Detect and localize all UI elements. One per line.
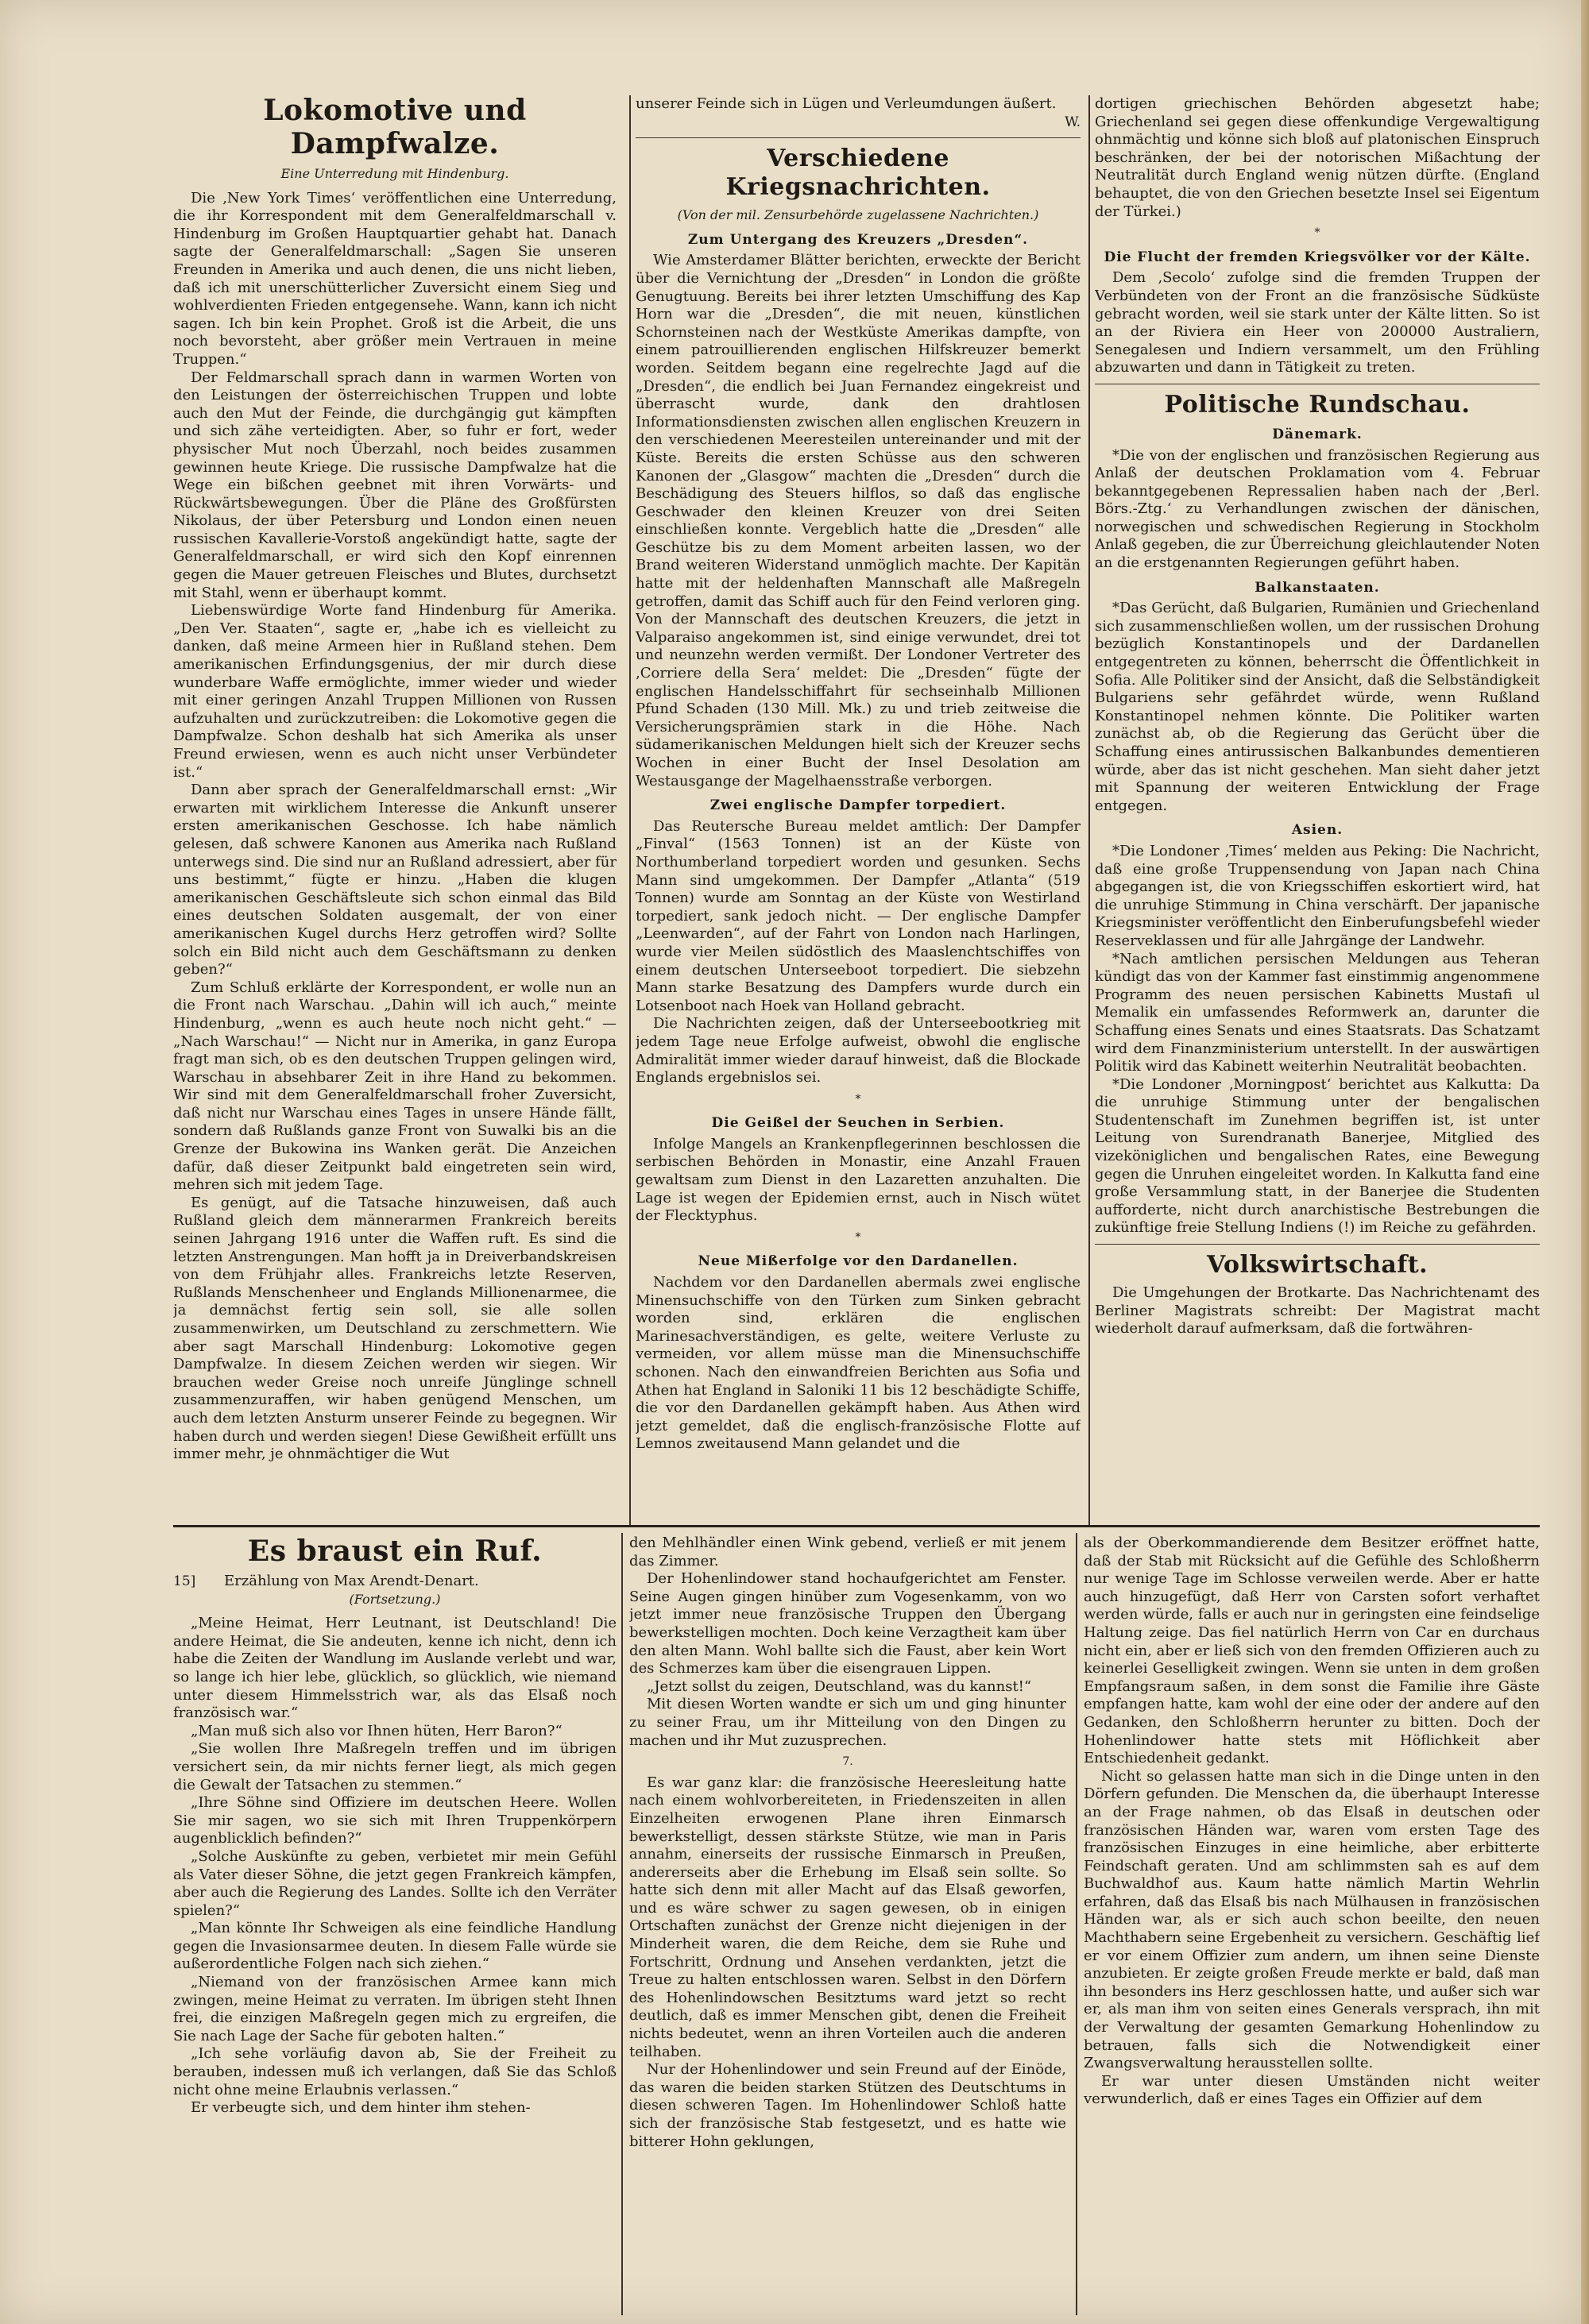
article-title-lokomotive: Lokomotive und Dampfwalze. [263, 94, 527, 160]
column-rule [621, 1533, 623, 2315]
paragraph: Liebenswürdige Worte fand Hindenburg für Amerika. „Den Ver. Staaten“, sagte er, „habe ich es vielleicht zu danken, daß meine Armeen hier in Rußland stehen. Dem amerikanischen Erfindungsgenius, der mir durch diese wunderbare Waffe ermöglichte, immer wieder und wieder mit einer geringen Anzahl Truppen Millionen von Russen aufzuhalten und zurückzutreiben: die Lokomotive gegen die Dampfwalze. Schon deshalb hat sich Amerika als unser Freund erwiesen, wenn es auch nicht unser Verbündeter ist.“ [173, 602, 617, 781]
column-3 [1095, 95, 1540, 1523]
divider [1095, 1244, 1540, 1245]
paragraph: Er verbeugte sich, und dem hinter ihm stehen- [191, 2099, 531, 2117]
chapter-number: 7. [842, 1755, 853, 1769]
column-rule [1076, 1533, 1077, 2315]
paragraph: *Die Londoner ‚Times‘ melden aus Peking: Die Nachricht, daß eine große Truppensendung von Japan nach China abgegangen ist, die von Kriegsschiffen eskortiert wird, hat die unruhige Stimmung in China verschärft. Der japanische Kriegsminister veröffentlicht den Einberufungsbefehl wieder Reserveklassen und für alle Jahrgänge der Landwehr. [1095, 842, 1540, 949]
paragraph: Wie Amsterdamer Blätter berichten, erweckte der Bericht über die Vernichtung der „Dresden“ in London die größte Genugtuung. Bereits bei ihrer letzten Umschiffung des Kap Horn war die „Dresden“, die mit neuen, künstlichen Schornsteinen nach der Westküste Amerikas dampfte, von einem patrouillierenden englischen Hilfskreuzer bemerkt worden. Seitdem begann eine regelrechte Jagd auf die „Dresden“, die endlich bei Juan Fernandez eingekreist und überrascht wurde, dank den drahtlosen Informationsdiensten zwischen allen englischen Kreuzern in den verschiedenen Meeresteilen untereinander und mit der Küste. Bereits die ersten Schüsse aus den schweren Kanonen der „Glasgow“ machten die „Dresden“ durch die Beschädigung des Steuers hilflos, so daß das englische Geschwader den kleinen Kreuzer von drei Seiten einschließen konnte. Vergeblich hatte die „Dresden“ alle Geschütze bis zu dem Moment arbeiten lassen, wo der Brand weiteren Widerstand unmöglich machte. Der Kapitän hatte mit der heldenhaften Mannschaft alle Maßregeln getroffen, damit das Schiff auch für den Feind verloren ging. Von der Mannschaft des deutschen Kreuzers, die jetzt in Valparaiso angekommen ist, sind einige verwundet, drei tot und neunzehn werden vermißt. Der Londoner Vertreter des ‚Corriere della Sera‘ meldet: Die „Dresden“ fügte der englischen Handelsschiffahrt für sechseinhalb Millionen Pfund Schaden (130 Mill. Mk.) zu und trieb zeitweise die Versicherungsprämien stark in die Höhe. Nach südamerikanischen Meldungen hielt sich der Kreuzer sechs Wochen in einer Bucht der Insel Desolation am Westausgange der Magelhaensstraße verborgen. [636, 252, 1081, 789]
carry-over-text: unserer Feinde sich in Lügen und Verleumdungen äußert. [636, 95, 1057, 112]
paragraph: Die ‚New York Times‘ veröffentlichen eine Unterredung, die ihr Korrespondent mit dem Generalfeldmarschall v. Hindenburg im Großen Hauptquartier gehabt hat. Danach sagte der Generalfeldmarschall: „Sagen Sie unseren Freunden in Amerika und auch denen, die uns nicht lieben, daß ich mit unerschütterlicher Zuversicht einem Sieg und wohlverdienten Frieden entgegensehe. Wann, kann ich nicht sagen. Ich bin kein Prophet. Groß ist die Arbeit, die uns noch bevorsteht, aber größer mein Vertrauen in meine Truppen.“ [173, 189, 617, 368]
paragraph: den Mehlhändler einen Wink gebend, verließ er mit jenem das Zimmer. [629, 1535, 1066, 1569]
paragraph: „Jetzt sollst du zeigen, Deutschland, was du kannst!“ [647, 1677, 1032, 1695]
paragraph: *Die von der englischen und französischen Regierung aus Anlaß der deutschen Proklamation vom 4. Februar bekanntgegebenen Repressalien haben nach der ‚Berl. Börs.-Ztg.‘ zu Verhandlungen zwischen der dänischen, norwegischen und schwedischen Regierung in Stockholm Anlaß gegeben, die zur Überreichung gleichlautender Noten an die erstgenannten Regierungen geführt haben. [1095, 446, 1540, 572]
section-title-kriegsnachrichten: Verschiedene Kriegsnachrichten. [725, 145, 991, 202]
article-subtitle: Eine Unterredung mit Hindenburg. [280, 166, 509, 181]
page-edge [1581, 0, 1589, 2324]
feuilleton-rule [173, 1525, 1540, 1527]
paragraph: *Die Londoner ‚Morningpost‘ berichtet aus Kalkutta: Da die unruhige Stimmung unter der bengalischen Studentenschaft im Zunehmen begriffen ist, ist unter Leitung von Surendranath Banerjee, Mitglied des vizeköniglichen und bengalischen Rates, eine Bewegung gegen die Unruhen eingeleitet worden. In Kalkutta fand eine große Versammlung statt, in der Banerjee die Studenten aufforderte, nicht durch anarchistische Bestrebungen die zukünftige freie Stellung Indiens (!) im Reiche zu gefährden. [1095, 1075, 1540, 1237]
paragraph: „Sie wollen Ihre Maßregeln treffen und im übrigen versichert sein, da mir nichts ferner liegt, als mich gegen die Gewalt der Tatsachen zu stemmen.“ [173, 1740, 617, 1793]
paragraph: Mit diesen Worten wandte er sich um und ging hinunter zu seiner Frau, um ihr Mitteilung von den Dingen zu machen und ihr Mut zuzusprechen. [629, 1696, 1066, 1749]
carry-over-text: dortigen griechischen Behörden abgesetzt habe; Griechenland sei gegen diese offenkundige Vergewaltigung ohnmächtig und könne sich bloß auf platonischen Einspruch beschränken, der bei der notorischen Mißachtung der Neutralität durch England wenig nützen dürfte. (England behauptet, die von den Griechen besetzte Insel sei Eigentum der Türkei.) [1095, 95, 1540, 220]
author-sign: W. [1065, 114, 1081, 130]
section-subtitle: (Von der mil. Zensurbehörde zugelassene Nachrichten.) [677, 207, 1039, 223]
section-title-volkswirtschaft: Volkswirtschaft. [1206, 1251, 1429, 1280]
subsection-heading: Dänemark. [1272, 426, 1363, 442]
subsection-heading: Die Geißel der Seuchen in Serbien. [711, 1115, 1005, 1132]
subsection-heading: Die Flucht der fremden Kriegsvölker vor der Kälte. [1104, 249, 1531, 265]
feuilleton-column-3 [1084, 1535, 1540, 2313]
column-rule [1088, 95, 1090, 1525]
installment-number: 15] [173, 1573, 196, 1589]
column-1 [173, 94, 617, 1523]
paragraph: Infolge Mangels an Krankenpflegerinnen beschlossen die serbischen Behörden in Monastir, eine Anzahl Frauen gewaltsam zum Dienst in den Lazaretten anzuhalten. Die Lage ist wegen der Epidemien ernst, auch in Nisch wütet der Flecktyphus. [636, 1135, 1081, 1225]
paragraph: „Ich sehe vorläufig davon ab, Sie der Freiheit zu berauben, indessen muß ich verlangen, daß Sie das Schloß nicht ohne meine Erlaubnis verlassen.“ [173, 2045, 617, 2098]
paragraph: Die Umgehungen der Brotkarte. Das Nachrichtenamt des Berliner Magistrats schreibt: Der Magistrat macht wiederholt darauf aufmerksam, daß die fortwähren- [1095, 1284, 1540, 1338]
paragraph: Nur der Hohenlindower und sein Freund auf der Einöde, das waren die beiden starken Stützen des Deutschtums in diesen schweren Tagen. Im Hohenlindower Schloß hatte sich der französische Stab festgesetzt, und es hatte wie bitterer Hohn geklungen, [629, 2061, 1066, 2150]
byline: Erzählung von Max Arendt-Denart. [224, 1573, 479, 1589]
subsection-heading: Neue Mißerfolge vor den Dardanellen. [698, 1253, 1019, 1270]
paragraph: Er war unter diesen Umständen nicht weiter verwunderlich, daß er eines Tages ein Offizier auf dem [1084, 2072, 1540, 2108]
separator-star: * [855, 1092, 861, 1106]
paragraph: Zum Schluß erklärte der Korrespondent, er wolle nun an die Front nach Warschau. „Dahin will ich auch,“ meinte Hindenburg, „wenn es auch heute noch nicht geht.“ — „Nach Warschau!“ — Nicht nur in Amerika, in ganz Europa fragt man sich, ob es den deutschen Truppen gelingen wird, Warschau in absehbarer Zeit in ihre Hand zu bekommen. Wir sind mit dem Generalfeldmarschall froher Zuversicht, daß nicht nur Warschau eines Tages in unsere Hände fällt, sondern daß Rußlands ganze Front von Suwalki bis an die Grenze der Bukowina ins Wanken gerät. Die Anzeichen dafür, daß dieser Zeitpunkt bald eingetreten sein wird, mehren sich mit jedem Tage. [173, 979, 617, 1194]
column-rule [629, 95, 631, 1525]
paragraph: Es genügt, auf die Tatsache hinzuweisen, daß auch Rußland gleich dem männerarmen Frankreich bereits seinen Jahrgang 1916 unter die Waffen ruft. Es sind die letzten Anstrengungen. Man hofft ja in Dreiverbandskreisen von dem Frühjahr alles. Frankreichs letzte Reserven, Rußlands Menschenheer und Englands Millionenarmee, die ja demnächst fertig sein soll, sie alle sollen zusammenwirken, um Deutschland zu zerschmettern. Wie aber sagt Marschall Hindenburg: Lokomotive gegen Dampfwalze. In diesem Zeichen werden wir siegen. Wir brauchen weder Greise noch unreife Jünglinge schnell zusammenzuraffen, wir haben genügend Menschen, um auch dem letzten Ansturm unserer Feinde zu begegnen. Wir haben durch und werden siegen! Diese Gewißheit erfüllt uns immer mehr, je ohnmächtiger die Wut [173, 1194, 617, 1463]
separator-star: * [855, 1230, 861, 1244]
paragraph: „Man muß sich also vor Ihnen hüten, Herr Baron?“ [191, 1722, 563, 1739]
paragraph: Der Hohenlindower stand hochaufgerichtet am Fenster. Seine Augen gingen hinüber zum Vogesenkamm, von wo jetzt immer neue französische Truppen den Übergang bewerkstelligen mochten. Doch keine Verzagtheit kam über den alten Mann. Wohl ballte sich die Faust, aber kein Wort des Schmerzes kam über die eisengrauen Lippen. [629, 1570, 1066, 1677]
column-2 [636, 95, 1081, 1523]
paragraph: *Das Gerücht, daß Bulgarien, Rumänien und Griechenland sich zusammenschließen wollen, um der russischen Drohung bezüglich Konstantinopels und der Dardanellen entgegentreten zu können, beherrscht die Öffentlichkeit in Sofia. Alle Politiker sind der Ansicht, daß die Selbständigkeit Bulgariens sehr gefährdet würde, wenn Rußland Konstantinopel nehmen könnte. Die Politiker warten zunächst ab, ob die Regierung das Gerücht über die Schaffung eines antirussischen Balkanbundes dementieren würde, aber das ist nicht geschehen. Man sieht daher jetzt mit Spannung der weiteren Entwicklung der Frage entgegen. [1095, 600, 1540, 814]
subsection-heading: Zum Untergang des Kreuzers „Dresden“. [687, 231, 1029, 248]
paragraph: „Ihre Söhne sind Offiziere im deutschen Heere. Wollen Sie mir sagen, wo sie sich mit Ihren Truppenkörpern augenblicklich befinden?“ [173, 1794, 617, 1847]
separator-star: * [1314, 226, 1320, 240]
paragraph: Dann aber sprach der Generalfeldmarschall ernst: „Wir erwarten mit wirklichem Interesse die Ankunft unserer ersten amerikanischen Geschosse. Ich habe nämlich gelesen, daß schwere Kanonen aus Amerika nach Rußland unterwegs sind. Die sind nur an Rußland adressiert, aber für uns bestimmt,“ fügte er hinzu. „Haben die klugen amerikanischen Geschäftsleute sich schon einmal das Bild eines deutschen Soldaten ausgemalt, der von einer amerikanischen Kugel durchs Herz getroffen wird? Sollte solch ein Bild nicht auch dem Geschäftsmann zu denken geben?“ [173, 782, 617, 979]
paragraph: Das Reutersche Bureau meldet amtlich: Der Dampfer „Finval“ (1563 Tonnen) ist an der Küste von Northumberland torpediert worden und gesunken. Sechs Mann sind umgekommen. Der Dampfer „Atlanta“ (519 Tonnen) wurde am Sonntag an der Küste von Westirland torpediert, sank jedoch nicht. — Der englische Dampfer „Leenwarden“, auf der Fahrt von London nach Harlingen, wurde vier Meilen südöstlich des Maaslenchtschiffes von einem deutschen Unterseeboot torpediert. Die siebzehn Mann starke Besatzung des Dampfers wurde durch ein Lotsenboot nach Hoek van Holland gebracht. [636, 817, 1081, 1014]
paragraph: Nicht so gelassen hatte man sich in die Dinge unten in den Dörfern gefunden. Die Menschen da, die überhaupt Interesse an der Frage nahmen, ob das Elsaß in deutschen oder französischen Händen war, waren vom ersten Tage des französischen Einzuges in eine heimliche, aber erbitterte Feindschaft geraten. Und am schlimmsten sah es auf dem Buchwaldhof aus. Kaum hatte nämlich Martin Wehrlin erfahren, daß das Elsaß bis nach Mülhausen in französischen Händen war, als er sich auch schon beeilte, den neuen Machthabern seine Ergebenheit zu versichern. Geschäftig lief er vor einem Offizier zum andern, um ihnen seine Dienste anzubieten. Er zeigte großen Freude merkte er bald, daß man ihn besonders ins Herz geschlossen hatte, und außer sich war er, als man ihm von seiten eines Generals versprach, ihn mit der Verwaltung der gesamten Gemarkung Hohenlindow zu betrauen, falls sich die Notwendigkeit einer Zwangsverwaltung herausstellen sollte. [1084, 1767, 1540, 2072]
feuilleton-title: Es braust ein Ruf. [247, 1535, 543, 1568]
paragraph: Nachdem vor den Dardanellen abermals zwei englische Minensuchschiffe von den Türken zum Sinken gebracht worden sind, erklären die englischen Marinesachverständigen, es gelte, weitere Verluste zu vermeiden, vor allem müsse man die Minensuchschiffe schonen. Nach den einwandfreien Berichten aus Sofia und Athen hat England in Saloniki 11 bis 12 beschädigte Schiffe, die vor den Dardanellen gekämpft haben. Aus Athen wird jetzt gemeldet, daß die englisch-französische Flotte auf Lemnos zweitausend Mann gelandet und die [636, 1274, 1081, 1453]
paragraph: „Niemand von der französischen Armee kann mich zwingen, meine Heimat zu verraten. Im übrigen steht Ihnen frei, die einzigen Maßregeln gegen mich zu ergreifen, die Sie nach Lage der Sache für geboten halten.“ [173, 1974, 617, 2044]
paragraph: Der Feldmarschall sprach dann in warmen Worten von den Leistungen der österreichischen Truppen und lobte auch den Mut der Feinde, die durchgängig gut kämpften und sich zähe verteidigten. Aber, so fuhr er fort, weder physischer Mut noch Überzahl, noch beides zusammen gewinnen heute Kriege. Die russische Dampfwalze hat die Wege ein bißchen geebnet mit ihren Vorwärts- und Rückwärtsbewegungen. Über die Pläne des Großfürsten Nikolaus, der über Petersburg und London einen neuen russischen Kavallerie-Vorstoß angekündigt hatte, sagte der Generalfeldmarschall, er wird sich den Kopf einrennen gegen die Mauer getreuen Fleisches und Blutes, durchsetzt mit Stahl, wenn er überhaupt kommt. [173, 369, 617, 601]
feuilleton-column-1 [173, 1535, 617, 2313]
subsection-heading: Asien. [1291, 822, 1343, 839]
subsection-heading: Zwei englische Dampfer torpediert. [709, 797, 1007, 814]
paragraph: „Meine Heimat, Herr Leutnant, ist Deutschland! Die andere Heimat, die Sie andeuten, kenne ich nicht, denn ich habe die Zeiten der Wandlung im Auslande verlebt und war, so lange ich hier lebe, glücklich, so glücklich, wie niemand unter diesem Himmelsstrich war, als das Elsaß noch französisch war.“ [173, 1615, 617, 1722]
divider [636, 137, 1081, 138]
subsection-heading: Balkanstaaten. [1255, 579, 1380, 596]
paragraph: „Solche Auskünfte zu geben, verbietet mir mein Gefühl als Vater dieser Söhne, die jetzt gegen Frankreich kämpfen, aber auch die Regierung des Landes. Sollte ich den Verräter spielen?“ [173, 1847, 617, 1919]
paragraph: Die Nachrichten zeigen, daß der Unterseebootkrieg mit jedem Tage neue Erfolge aufweist, obwohl die englische Admiralität immer wieder darauf hinweist, daß die Blockade Englands ergebnislos sei. [636, 1015, 1081, 1087]
feuilleton-column-2 [629, 1535, 1066, 2313]
section-title-politische-rundschau: Politische Rundschau. [1164, 390, 1471, 419]
paragraph: *Nach amtlichen persischen Meldungen aus Teheran kündigt das von der Kammer fast einstimmig angenommene Programm des neuen persischen Kabinetts Mustafi ul Memalik ein umfassendes Reformwerk an, darunter die Schaffung eines Senats und eines Staatsrats. Das Schatzamt wird dem Finanzministerium unterstellt. In der auswärtigen Politik wird das Kabinett weiterhin Neutralität beobachten. [1095, 950, 1540, 1075]
paragraph: als der Oberkommandierende dem Besitzer eröffnet hatte, daß der Stab mit Rücksicht auf die Gefühle des Schloßherrn nur wenige Tage im Schlosse verweilen werde. Aber er hatte auch hinzugefügt, daß Herr von Carsten sofort verhaftet werden würde, falls er auch nur in geringsten eine feindselige Haltung zeige. Das fiel natürlich Herrn von Car en durchaus nicht ein, aber er ließ sich von den fremden Offizieren auch zu keinerlei Geselligkeit zwingen. Wenn sie unten in dem großen Empfangsraum saßen, in dem sonst die Familie ihre Gäste empfangen hatte, kam wohl der eine oder der andere auf den Gedanken, den Schloßherrn herunter zu bitten. Doch der Hohenlindower hatte stets mit Höflichkeit aber Entschiedenheit gedankt. [1084, 1535, 1540, 1767]
paragraph: Es war ganz klar: die französische Heeresleitung hatte nach einem wohlvorbereiteten, in Friedenszeiten in allen Einzelheiten erwogenen Plane ihren Einmarsch bewerkstelligt, dessen stärkste Stütze, wie man in Paris annahm, einerseits der russische Einmarsch in Preußen, andererseits aber die Erhebung im Elsaß sein sollte. So hatte sich denn mit aller Macht auf das Elsaß geworfen, und es wäre schwer zu sagen gewesen, ob in einigen Ortschaften zunächst der Grenze nicht diejenigen in der Minderheit waren, die dem Reiche, dem sie Ruhe und Fortschritt, Ordnung und Ansehen verdankten, jetzt die Treue zu halten entschlossen waren. Selbst in den Dörfern des Hohenlindowschen Besitztums ward jetzt so recht deutlich, daß es immer Menschen gibt, denen die Freiheit nichts bedeutet, wenn an ihren Vorteilen auch die anderen teilhaben. [629, 1774, 1066, 2060]
paragraph: Dem ‚Secolo‘ zufolge sind die fremden Truppen der Verbündeten von der Front an die französische Südküste gebracht worden, weil sie stark unter der Kälte litten. So ist an der Riviera ein Heer von 200000 Australiern, Senegalesen und Indiern versammelt, um den Frühling abzuwarten und dann in Tätigkeit zu treten. [1095, 269, 1540, 376]
continuation-note: (Fortsetzung.) [349, 1591, 441, 1607]
paragraph: „Man könnte Ihr Schweigen als eine feindliche Handlung gegen die Invasionsarmee deuten. In diesem Falle würde sie außerordentliche Folgen nach sich ziehen.“ [173, 1920, 617, 1973]
